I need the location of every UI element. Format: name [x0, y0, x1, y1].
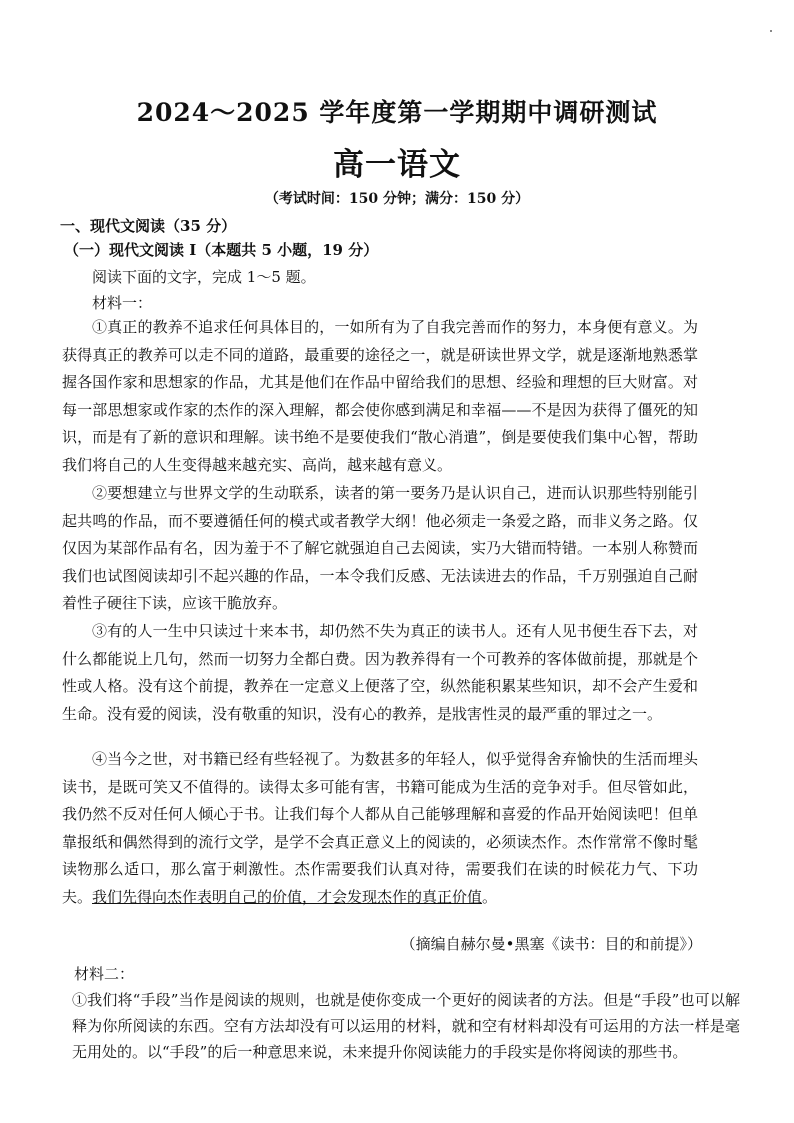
exam-title: 2024～2025 学年度第一学期期中调研测试	[136, 98, 658, 127]
section-heading: 一、现代文阅读（35 分）	[60, 217, 237, 235]
material-one-label: 材料一：	[92, 294, 153, 312]
material-two-paragraph-1: ①我们将“手段”当作是阅读的规则，也就是使你变成一个更好的阅读者的方法。但是“手段”也可以解释为你所阅读的东西。空有方法却没有可以运用的材料，就和空有材料却没有可运用的方法一样是毫无用处的。以“手段”的后一种意思来说，未来提升你阅读能力的手段实是你将阅读的那些书。	[72, 991, 740, 1061]
source-citation: （摘编自赫尔曼•黑塞《读书：目的和前提》）	[400, 935, 702, 953]
exam-info: （考试时间：150 分钟；满分：150 分）	[264, 191, 530, 207]
subject-title: 高一语文	[333, 147, 461, 183]
material-one-paragraph-4	[62, 746, 698, 912]
reading-instruction: 阅读下面的文字，完成 1～5 题。	[92, 268, 316, 286]
subsection-heading: （一）现代文阅读 Ⅰ（本题共 5 小题，19 分）	[64, 241, 379, 259]
paragraph-4-end: 。	[482, 887, 498, 906]
scan-speck	[770, 30, 772, 32]
material-one-paragraph-1: ①真正的教养不追求任何具体目的，一如所有为了自我完善而作的努力，本身便有意义。为获得真正的教养可以走不同的道路，最重要的途径之一，就是研读世界文学，就是逐渐地熟悉掌握各国作家和思想家的作品，尤其是他们在作品中留给我们的思想、经验和理想的巨大财富。对每一部思想家或作家的杰作的深入理解，都会使你感到满足和幸福——不是因为获得了僵死的知识，而是有了新的意识和理解。读书绝不是要使我们“散心消遣”，倒是要使我们集中心智，帮助我们将自己的人生变得越来越充实、高尚，越来越有意义。	[62, 318, 698, 474]
paragraph-4-text: ④当今之世，对书籍已经有些轻视了。为数甚多的年轻人，似乎觉得舍弃愉快的生活而埋头读书，是既可笑又不值得的。读得太多可能有害，书籍可能成为生活的竞争对手。但尽管如此，我仍然不反对任何人倾心于书。让我们每个人都从自己能够理解和喜爱的作品开始阅读吧！但单靠报纸和偶然得到的流行文学，是学不会真正意义上的阅读的，必须读杰作。杰作常常不像时髦读物那么适口，那么富于刺激性。杰作需要我们认真对待，需要我们在读的时候花力气、下功夫。	[62, 750, 698, 906]
material-one-paragraph-3: ③有的人一生中只读过十来本书，却仍然不失为真正的读书人。还有人见书便生吞下去，对什么都能说上几句，然而一切努力全都白费。因为教养得有一个可教养的客体做前提，那就是个性或人格。没有这个前提，教养在一定意义上便落了空，纵然能积累某些知识，却不会产生爱和生命。没有爱的阅读，没有敬重的知识，没有心的教养，是戕害性灵的最严重的罪过之一。	[62, 622, 698, 723]
material-one-paragraph-2: ②要想建立与世界文学的生动联系，读者的第一要务乃是认识自己，进而认识那些特别能引起共鸣的作品，而不要遵循任何的模式或者教学大纲！他必须走一条爱之路，而非义务之路。仅仅因为某部作品有名，因为羞于不了解它就强迫自己去阅读，实乃大错而特错。一本别人称赞而我们也试图阅读却引不起兴趣的作品，一本令我们反感、无法读进去的作品，千万别强迫自己耐着性子硬往下读，应该干脆放弃。	[62, 484, 698, 613]
material-two-label: 材料二：	[74, 965, 135, 983]
underlined-sentence: 我们先得向杰作表明自己的价值，才会发现杰作的真正价值	[92, 887, 483, 906]
